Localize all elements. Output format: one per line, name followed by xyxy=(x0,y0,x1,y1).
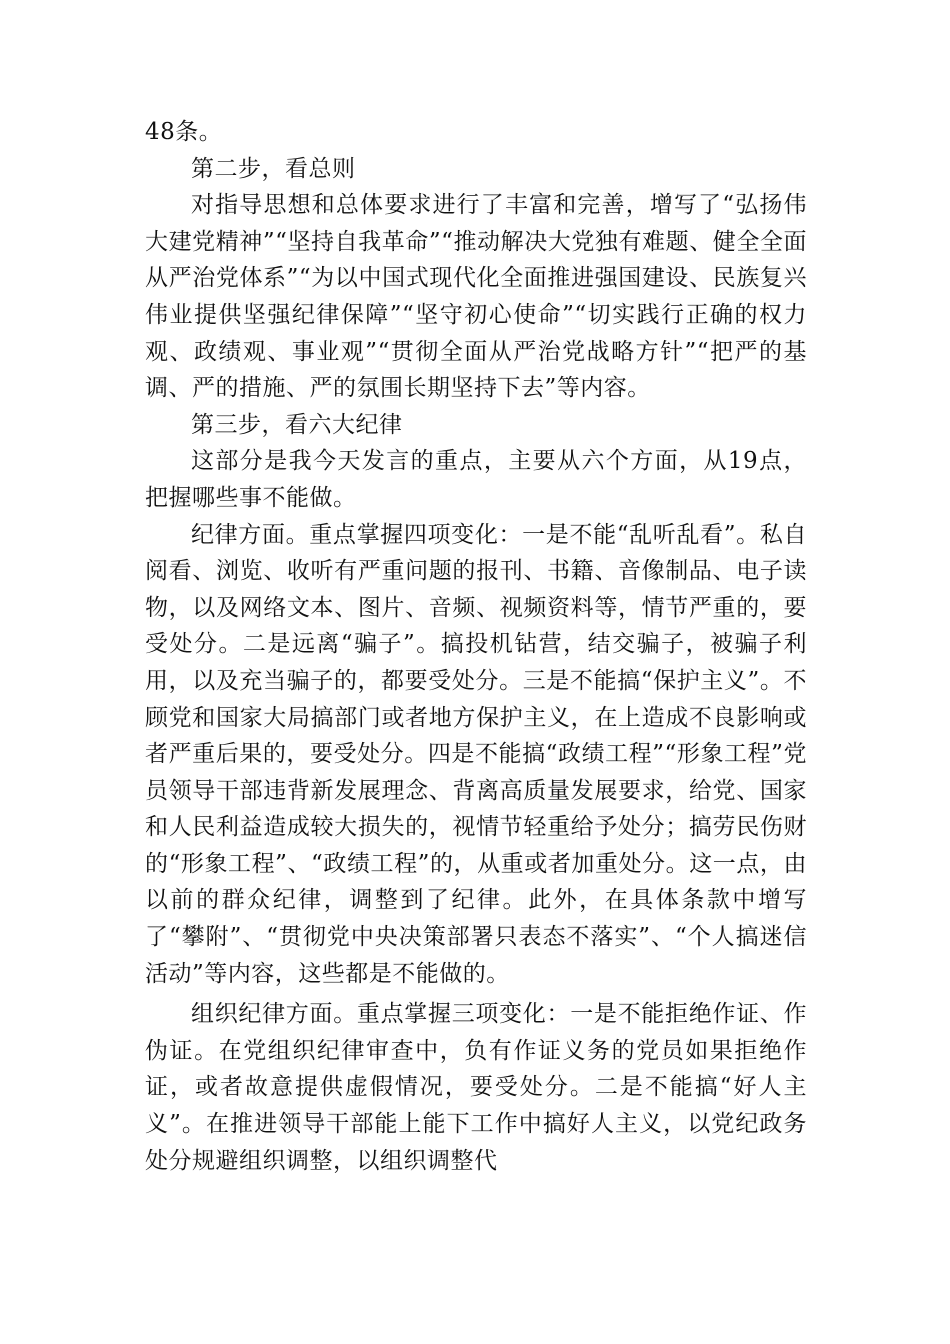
document-body xyxy=(145,114,807,1179)
paragraph-general-principles: 对指导思想和总体要求进行了丰富和完善，增写了“弘扬伟大建党精神”“坚持自我革命”“推动解决大党独有难题、健全全面从严治党体系”“为以中国式现代化全面推进强国建设、民族复兴伟业提供坚强纪律保障”“坚守初心使命”“切实践行正确的权力观、政绩观、事业观”“贯彻全面从严治党战略方针”“把严的基调、严的措施、严的氛围长期坚持下去”等内容。 xyxy=(145,192,807,402)
paragraph-continuation: 48条。 xyxy=(145,119,223,145)
paragraph-political-discipline: 纪律方面。重点掌握四项变化：一是不能“乱听乱看”。私自阅看、浏览、收听有严重问题的报刊、书籍、音像制品、电子读物，以及网络文本、图片、音频、视频资料等，情节严重的，要受处分。二是远离“骗子”。搞投机钻营，结交骗子，被骗子利用，以及充当骗子的，都要受处分。三是不能搞“保护主义”。不顾党和国家大局搞部门或者地方保护主义，在上造成不良影响或者严重后果的，要受处分。四是不能搞“政绩工程”“形象工程”党员领导干部违背新发展理念、背离高质量发展要求，给党、国家和人民利益造成较大损失的，视情节轻重给予处分；搞劳民伤财的“形象工程”、“政绩工程”的，从重或者加重处分。这一点，由以前的群众纪律，调整到了纪律。此外，在具体条款中增写了“攀附”、“贯彻党中央决策部署只表态不落实”、“个人搞迷信活动”等内容，这些都是不能做的。 xyxy=(145,521,807,987)
heading-step-two: 第二步，看总则 xyxy=(191,155,356,182)
paragraph-organizational-discipline: 组织纪律方面。重点掌握三项变化：一是不能拒绝作证、作伪证。在党组织纪律审查中，负有作证义务的党员如果拒绝作证，或者故意提供虚假情况，要受处分。二是不能搞“好人主义”。在推进领导干部能上能下工作中搞好人主义，以党纪政务处分规避组织调整，以组织调整代 xyxy=(145,1001,807,1174)
heading-step-three: 第三步，看六大纪律 xyxy=(191,411,403,438)
paragraph-six-disciplines-intro: 这部分是我今天发言的重点，主要从六个方面，从19点，把握哪些事不能做。 xyxy=(145,448,807,511)
